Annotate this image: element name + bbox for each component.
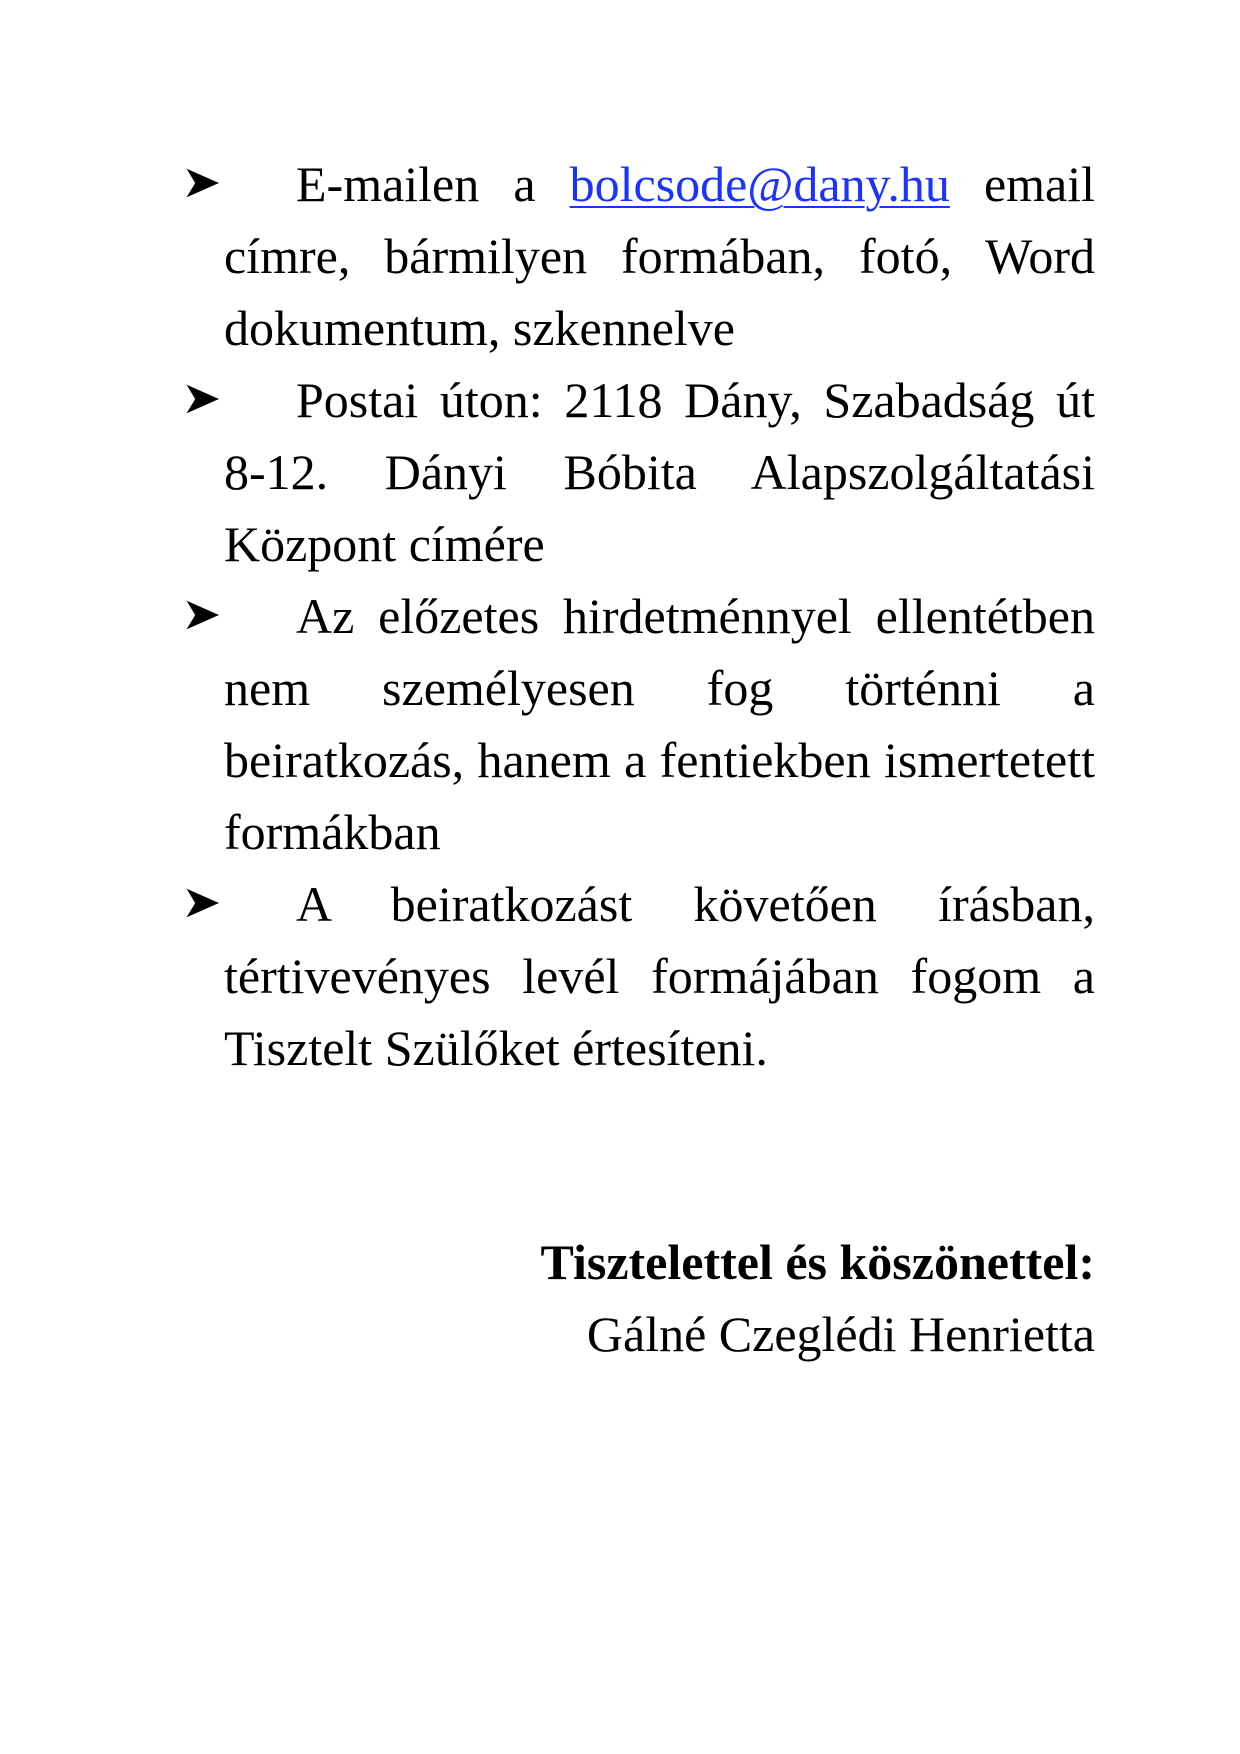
arrowhead-bullet-icon <box>185 168 219 198</box>
arrowhead-bullet-icon <box>185 600 219 630</box>
arrowhead-bullet-icon <box>185 384 219 414</box>
list-item <box>183 868 1095 1084</box>
list-item <box>183 364 1095 580</box>
bullet-list <box>183 148 1095 1084</box>
arrowhead-bullet-icon <box>185 888 219 918</box>
bullet-postal-text: Postai úton: 2118 Dány, Szabadság út 8-12. Dányi Bóbita Alapszolgáltatási Központ címére <box>224 372 1095 572</box>
bullet-email-pre: E-mailen a <box>296 156 570 212</box>
list-item <box>183 580 1095 868</box>
bullet-email-post: email címre, bármilyen formában, fotó, Word dokumentum, szkennelve <box>224 156 1096 356</box>
bullet-notice-text: Az előzetes hirdetménnyel ellentétben nem személyesen fog történni a beiratkozás, hanem a fentiekben ismertetett formákban <box>224 588 1095 860</box>
email-link[interactable]: bolcsode@dany.hu <box>569 156 950 212</box>
signer-name: Gálné Czeglédi Henrietta <box>586 1306 1095 1362</box>
closing-greeting: Tisztelettel és köszönettel: <box>540 1234 1095 1290</box>
list-item <box>183 148 1095 364</box>
closing-block <box>395 1226 1095 1370</box>
bullet-notification-text: A beiratkozást követően írásban, tértivevényes levél formájában fogom a Tisztelt Szülőket értesíteni. <box>224 876 1095 1076</box>
